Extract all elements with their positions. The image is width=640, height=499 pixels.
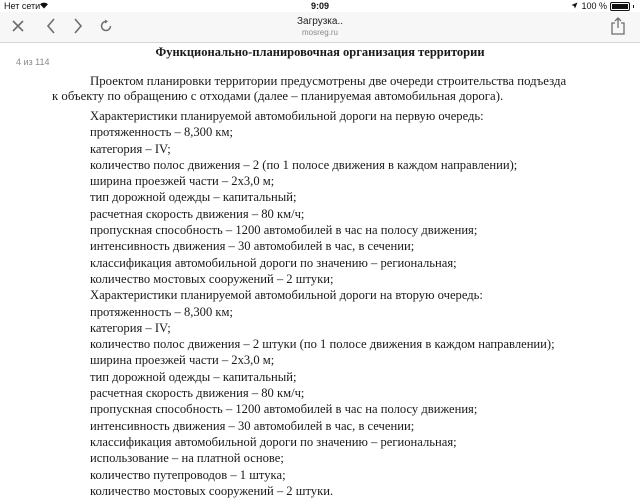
battery-tip — [633, 5, 634, 8]
list-item: пропускная способность – 1200 автомобилей в час на полосу движения; — [90, 402, 478, 417]
status-right — [571, 1, 634, 11]
location-icon — [571, 1, 578, 11]
list-item: категория – IV; — [90, 320, 171, 335]
list-item: Характеристики планируемой автомобильной дороги на первую очередь: — [90, 109, 484, 123]
list-item: количество мостовых сооружений – 2 штуки; — [90, 271, 334, 286]
page-counter: 4 из 114 — [16, 57, 50, 67]
page-title: Загрузка.. — [297, 16, 343, 27]
list-item: интенсивность движения – 30 автомобилей в час, в сечении; — [90, 239, 415, 254]
list-item: пропускная способность – 1200 автомобилей в час на полосу движения; — [90, 223, 478, 238]
intro-line-1: Проектом планировки территории предусмотрены две очереди строительства подъезда — [90, 74, 567, 88]
battery-label: 100 % — [581, 1, 607, 11]
document-page — [0, 44, 640, 498]
list-item: ширина проезжей части – 2х3,0 м; — [90, 174, 275, 189]
intro-line-2: к объекту по обращению с отходами (далее – планируемая автомобильная дорога). — [52, 89, 504, 103]
browser-toolbar — [0, 12, 640, 43]
list-item: интенсивность движения – 30 автомобилей в час, в сечении; — [90, 418, 415, 433]
list-item: Характеристики планируемой автомобильной дороги на вторую очередь: — [90, 288, 483, 303]
clock: 9:09 — [310, 1, 329, 11]
document-title: Функционально-планировочная организация территории — [155, 45, 485, 59]
list-item: использование – на платной основе; — [90, 451, 284, 466]
list-item: тип дорожной одежды – капитальный; — [90, 369, 297, 384]
list-item: тип дорожной одежды – капитальный; — [90, 190, 297, 205]
status-bar — [0, 0, 640, 12]
list-item: категория – IV; — [90, 141, 171, 156]
battery-icon — [610, 2, 630, 11]
list-item: количество путепроводов – 1 штука; — [90, 467, 286, 482]
list-item: ширина проезжей части – 2х3,0 м; — [90, 353, 275, 368]
list-item: классификация автомобильной дороги по значению – региональная; — [90, 434, 457, 449]
page-domain: mosreg.ru — [301, 28, 338, 37]
list-item: классификация автомобильной дороги по значению – региональная; — [90, 255, 457, 270]
list-item: протяженность – 8,300 км; — [90, 304, 234, 319]
list-item: протяженность – 8,300 км; — [90, 125, 234, 140]
share-icon[interactable] — [606, 14, 630, 38]
carrier-label: Нет сети — [4, 1, 41, 11]
characteristics-list — [90, 108, 555, 499]
list-item: количество полос движения – 2 штуки (по 1 полосе движения в каждом направлении); — [90, 337, 555, 352]
list-item: расчетная скорость движения – 80 км/ч; — [90, 386, 305, 401]
list-item: количество полос движения – 2 (по 1 полосе движения в каждом направлении); — [90, 157, 518, 172]
list-item: расчетная скорость движения – 80 км/ч; — [90, 206, 305, 221]
list-item: количество мостовых сооружений – 2 штуки. — [90, 483, 334, 498]
